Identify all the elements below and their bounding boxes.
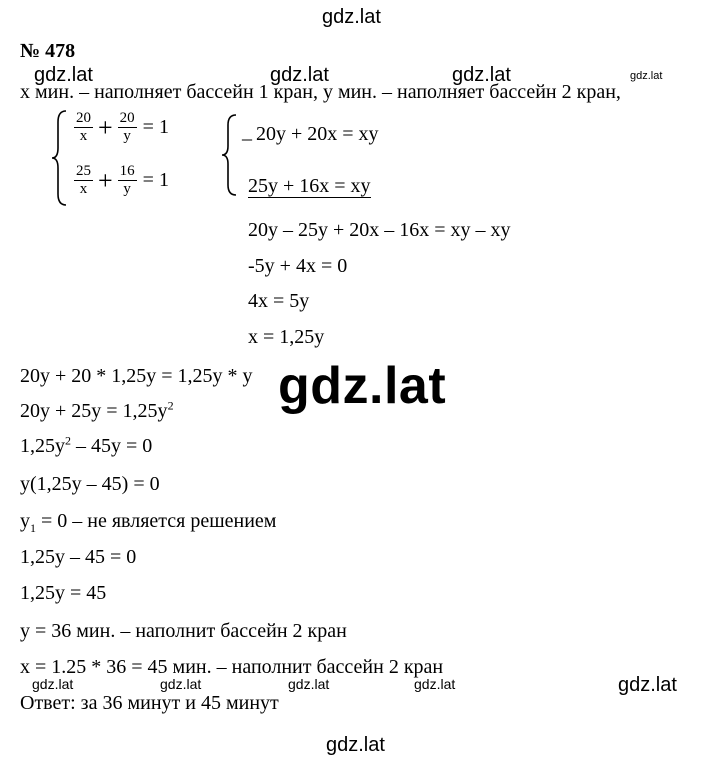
watermark-bottom-3: gdz.lat <box>288 676 330 692</box>
step-linear: 1,25y – 45 = 0 <box>20 546 137 568</box>
fraction-16-y: $\frac{16}{y}$ <box>119 163 135 197</box>
system2-eq1: 20y + 20x = xy <box>256 123 379 145</box>
watermark-bottom-2: gdz.lat <box>160 676 202 692</box>
fraction-25-x: $\frac{25}{x}$ <box>76 163 91 197</box>
watermark-row1-small: gdz.lat <box>630 70 663 82</box>
step-linear-2: 1,25y = 45 <box>20 582 107 604</box>
watermark-row1-3: gdz.lat <box>452 64 511 86</box>
system-fractions <box>50 108 180 208</box>
step-factor: y(1,25y – 45) = 0 <box>20 473 160 495</box>
watermark-bottom-1: gdz.lat <box>32 676 74 692</box>
watermark-top: gdz.lat <box>322 6 381 28</box>
watermark-bottom-right: gdz.lat <box>618 674 677 696</box>
watermark-row1-2: gdz.lat <box>270 64 329 86</box>
step-quadratic: $1,25y^2 - 45y = 0$ <box>20 433 153 457</box>
problem-number: № 478 <box>20 40 76 62</box>
system1-eq2: $\frac{25}{x}$ + $\frac{16}{y}$ = 1 <box>76 163 169 197</box>
step-subtract: 20y – 25y + 20x – 16x = xy – xy <box>248 219 511 241</box>
watermark-row1-1: gdz.lat <box>34 64 93 86</box>
fraction-20-x: $\frac{20}{x}$ <box>76 110 91 144</box>
system-linear <box>220 110 420 206</box>
step-y-result: y = 36 мин. – наполнит бассейн 2 кран <box>20 620 347 642</box>
step-x-result: x = 1.25 * 36 = 45 мин. – наполнит бассейн 2 кран <box>20 656 444 678</box>
brace-left-2 <box>220 110 240 200</box>
step-substitute: 20y + 20 * 1,25y = 1,25y * y <box>20 365 253 387</box>
step-x-expr: x = 1,25y <box>248 326 325 348</box>
fraction-20-y: $\frac{20}{y}$ <box>119 110 135 144</box>
watermark-center: gdz.lat <box>278 357 447 415</box>
system2-eq2: 25y + 16x = xy <box>248 175 371 197</box>
step-combine: $20y + 25y = 1,25y^2$ <box>20 398 174 422</box>
problem-intro: х мин. – наполняет бассейн 1 кран, у мин. – наполняет бассейн 2 кран, <box>20 81 621 103</box>
answer: Ответ: за 36 минут и 45 минут <box>20 692 279 714</box>
system2-minus: _ <box>242 121 252 143</box>
watermark-bottom-4: gdz.lat <box>414 676 456 692</box>
step-simplify: -5y + 4x = 0 <box>248 255 348 277</box>
watermark-footer: gdz.lat <box>326 734 385 756</box>
step-rearrange: 4x = 5y <box>248 290 310 312</box>
brace-left <box>50 108 70 208</box>
system1-eq1: $\frac{20}{x}$ + $\frac{20}{y}$ = 1 <box>76 110 169 144</box>
step-root1: $y_1 = 0$ – не является решением <box>20 510 277 535</box>
